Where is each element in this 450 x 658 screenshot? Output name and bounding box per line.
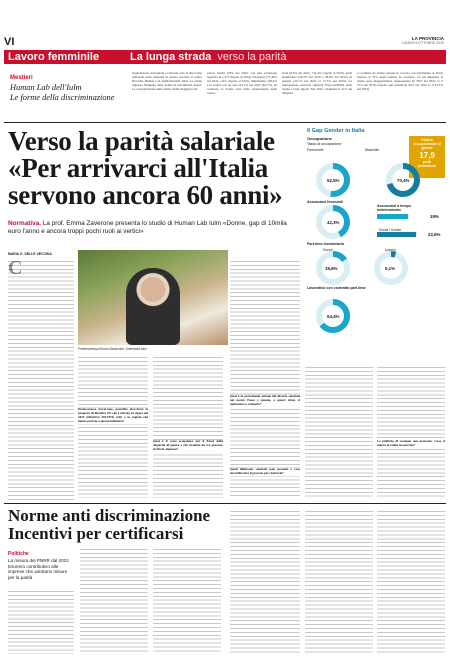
- section-headline: [130, 51, 286, 63]
- callout-line-3: 17,9: [419, 150, 435, 160]
- row1-left-value: 52,5%: [327, 178, 340, 183]
- subhead-text: La prof. Emma Zaverone presenta lo studio di Human Lab Iulm «Donne, gap di 10mila euro l'anno e ancora troppi pochi ruoli ai vertici»: [8, 220, 287, 235]
- bottom-col-5: [305, 510, 373, 654]
- subhead: [8, 220, 298, 236]
- page-number: VI: [4, 36, 15, 48]
- section-headline-light: verso la parità: [217, 51, 287, 63]
- masthead: LA PROVINCIA: [411, 36, 444, 41]
- date-line: LUNEDÌ 6 OTTOBRE 2025: [401, 41, 444, 45]
- callout-line-5: percentuali: [417, 163, 437, 168]
- article-col-5: [305, 366, 373, 498]
- row4-left-label: Lavoratrici con contratto part-time: [307, 286, 366, 290]
- callout-line-4: punti: [422, 159, 432, 164]
- sidebar-title-line2: Le forme della discriminazione: [10, 93, 115, 102]
- byline: MARIA G. DELLE VECCHIA: [8, 252, 52, 256]
- row2-right-note: Donne / Uomini: [379, 228, 401, 232]
- row2-right-label: Assunzioni a tempo indeterminato: [377, 204, 411, 212]
- bar-permanent-hiring-women: [377, 214, 408, 219]
- callout-line-2: occupazionale di genere: [413, 142, 441, 151]
- bottom-col-1: [8, 590, 74, 654]
- question-3: Qual è la percentuale attuale del divario salariale nel nostro Paese e quanto, a questi ritmi, ci metteremo a colmarlo?: [230, 394, 300, 406]
- row2-left-value: 42,3%: [327, 220, 340, 225]
- section-headline-dark: La lunga strada: [130, 51, 212, 63]
- row1-right-value: 70,4%: [397, 178, 410, 183]
- row3-left-note: Donne: [323, 248, 333, 252]
- top-column-1: Segnalazione orizzontale e verticale sono al due forme principali della disparità di genere secondo il centro Ricerche Human Lab dell'Università Iulm. La prima riguarda l'impiego delle donne in determinati settori. La concentrazione delle donne risulta maggiore nel: [132, 71, 202, 91]
- subhead-lead: Normativa.: [8, 220, 42, 227]
- infographic-male-label: Maschile: [365, 148, 380, 152]
- infographic-female-label: Femminile: [307, 148, 324, 152]
- section-tag: Lavoro femminile: [8, 51, 100, 63]
- infographic-title: Il Gap Gender in Italia: [307, 128, 365, 134]
- sidebar-kicker: Mestieri: [10, 75, 33, 81]
- divider-bottom: [4, 503, 446, 504]
- photo-person: [126, 268, 180, 345]
- row3-right-value: 5,1%: [385, 266, 396, 271]
- question-1: Professoressa Zavarrone, potrebbe descrivere la proposta di direttiva UE che è entrata in vigore nel 2023 (Direttiva 2023/970, ndr) e le ragioni che hanno portato a questa iniziativa?: [78, 407, 148, 423]
- callout-line-1: Divario: [421, 138, 433, 142]
- bar-permanent-hiring-men: [377, 232, 416, 237]
- article-col-6: [377, 366, 445, 498]
- bottom-kicker: Politiche: [8, 551, 29, 557]
- row3-left-label: Part-time involontario: [307, 242, 345, 246]
- top-column-4: è costituito da donne (seppur in crescita con riferimento al 2010) rispetto al 79% degli uomini. In contrasto, tra gli impiegati le donne sono maggiormente rappresentate (il 58% nel 2022 vs il 57% nel 2010) rispetto agli uomini (il 42% nel 2022 vs il 43,3% nel 2010).: [357, 71, 443, 91]
- article-col-4: [230, 260, 300, 498]
- article-col-3: [153, 356, 223, 498]
- row4-left-value: 64,4%: [327, 314, 340, 319]
- main-headline: Verso la parità salariale «Per arrivarci all'Italia servono ancora 60 anni»: [8, 126, 283, 210]
- bottom-col-6: [377, 510, 445, 654]
- question-5: Le politiche di sostegno non mancano. Cosa ci manca la realtà in concreto?: [377, 439, 445, 447]
- row2-right-value: 18%: [430, 214, 439, 219]
- sidebar-title: [10, 83, 114, 103]
- photo-caption: Professoressa Emma Zavarrone, Università Iulm: [78, 347, 147, 351]
- divider: [4, 122, 446, 123]
- row3-left-value: 15,6%: [325, 266, 338, 271]
- top-column-3: zioni (8,6% nel 2022, +24,4% rispetto al 2010), nella manifattura (29,3% nel 2010 e 28,8% nel 2022) ed energia (23,1% nel 2022 vs 17,5% nel 2010). La segregazione verticale riguarda l'inaccessibilità delle donne a ruoli apicali. Nel 2022, solamente il 21% dei dirigenti: [282, 71, 352, 95]
- question-2: Qual è il costo economico per il Paese della disparità di genere e che ricadute ha tra persone, territori, imprese?: [153, 439, 223, 451]
- bottom-headline: Norme anti discriminazione Incentivi per certificarsi: [8, 506, 211, 543]
- article-col-1: [8, 260, 74, 500]
- bottom-deck: La misura del PNRR dal 2022 Esonero contributivo alle imprese che adottano misure per la parità: [8, 558, 69, 580]
- bottom-col-3: [153, 548, 221, 654]
- infographic-chart: [305, 154, 447, 354]
- row2-left-label: Assunzioni femminili: [307, 200, 343, 204]
- bottom-col-4: [230, 510, 300, 654]
- row3-right-note: Uomini: [385, 248, 396, 252]
- question-4: Quali differenze salariali sono presenti e cosa dovrebbe fare il governo per risolverle?: [230, 467, 300, 475]
- row2-right-value2: 22,6%: [428, 232, 441, 237]
- infographic: [305, 128, 447, 360]
- infographic-subtitle: Occupazione: [307, 136, 332, 141]
- photo: [78, 250, 228, 345]
- article-col-2: [78, 356, 148, 498]
- sidebar-title-line1: Human Lab dell'Iulm: [10, 83, 82, 92]
- top-column-2: settori Sanità (78% nel 2022, con una variazione negativa di 1,3% rispetto al 2010), Istruzione (77,44% nel 2022, 1,9% rispetto al 2010), Immobiliare (48,4% e in settori con un calo del 4% nel 2022 (62,7%). Al contrario, le donne sono nella rappresentate nelle costru-: [207, 71, 277, 95]
- bottom-col-2: [80, 548, 148, 654]
- infographic-rate-label: Tasso di occupazione: [307, 142, 342, 146]
